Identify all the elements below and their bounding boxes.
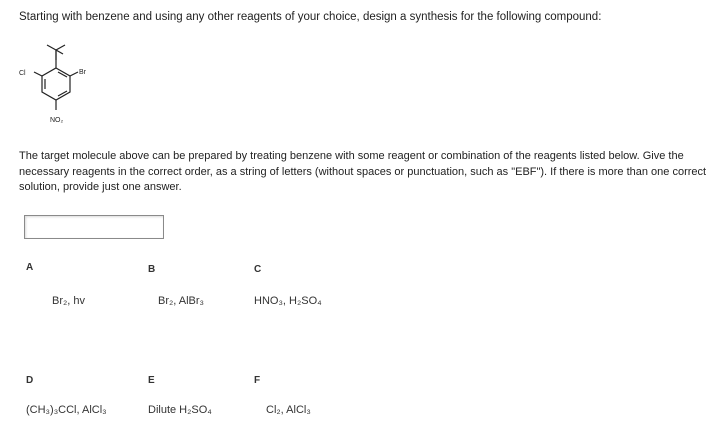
option-reagent-b: Br₂, AlBr₃ xyxy=(158,295,205,307)
option-reagent-f: Cl₂, AlCl₃ xyxy=(266,404,311,416)
bromo-bond xyxy=(70,72,78,76)
bromo-label: Br xyxy=(79,69,86,76)
ring-double-bond xyxy=(58,91,67,96)
tbutyl-methyl-bond xyxy=(56,50,63,54)
option-letter-f: F xyxy=(254,375,261,386)
option-letter-a: A xyxy=(26,262,34,273)
option-reagent-a: Br₂, hv xyxy=(52,295,85,307)
question-prompt: Starting with benzene and using any other reagents of your choice, design a synthesis for the following compound: xyxy=(19,11,602,23)
option-reagent-e: Dilute H₂SO₄ xyxy=(148,404,212,416)
option-letter-b: B xyxy=(148,264,156,275)
benzene-ring xyxy=(42,68,70,100)
option-reagent-d: (CH₃)₃CCl, AlCl₃ xyxy=(26,404,107,416)
ring-double-bond xyxy=(58,72,67,77)
nitro-label: NO₂ xyxy=(50,117,64,124)
answer-input[interactable] xyxy=(24,215,164,239)
target-molecule-structure xyxy=(0,0,140,140)
question-instructions: The target molecule above can be prepared by treating benzene with some reagent or combination of the reagents listed below. Give the necessary reagents in the correct order, as a string of letters (without spaces or punctuation, such as "EBF"). If there is more than one correct solution, provide just one answer. xyxy=(19,150,707,193)
chloro-label: Cl xyxy=(19,70,26,77)
tbutyl-methyl-bond xyxy=(56,45,65,50)
chloro-bond xyxy=(34,72,42,76)
option-reagent-c: HNO₃, H₂SO₄ xyxy=(254,295,322,307)
option-letter-d: D xyxy=(26,375,34,386)
option-letter-c: C xyxy=(254,264,262,275)
tbutyl-methyl-bond xyxy=(47,45,56,50)
option-letter-e: E xyxy=(148,375,155,386)
